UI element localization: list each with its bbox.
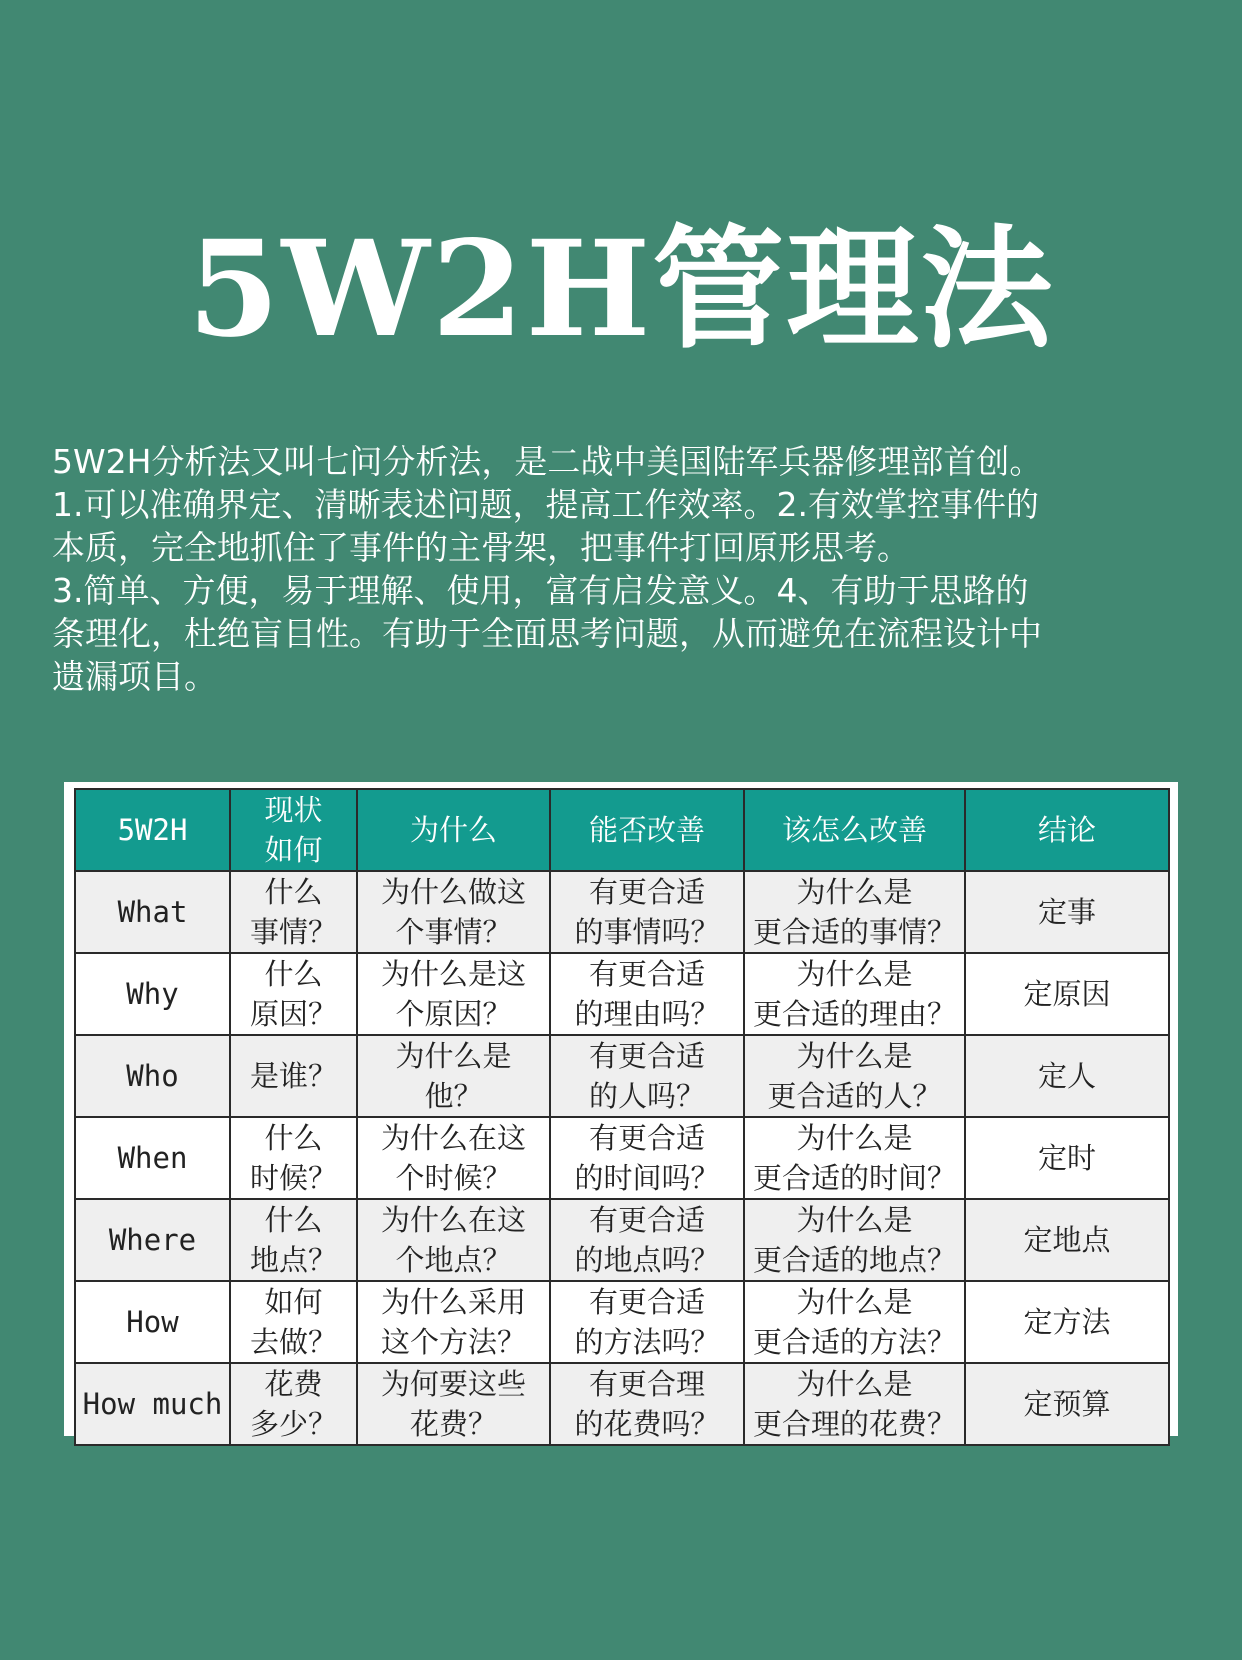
cell-text: 为什么是	[395, 1039, 512, 1073]
cell-text: What	[117, 895, 188, 929]
intro-line: 遗漏项目。	[52, 657, 217, 696]
table-cell	[357, 1363, 550, 1445]
cell-text: 更合适的理由？	[752, 997, 956, 1031]
cell-text: 个地点？	[395, 1243, 512, 1277]
table-cell	[230, 1363, 357, 1445]
header-text: 结论	[1037, 813, 1096, 847]
cell-text: 更合适的时间？	[752, 1161, 956, 1195]
5w2h-table	[74, 788, 1170, 1446]
table-cell	[744, 1199, 965, 1281]
cell-text: 为什么是	[796, 1121, 913, 1155]
row-key-cell	[75, 953, 230, 1035]
cell-text: Who	[126, 1059, 179, 1093]
cell-text: 什么	[264, 1121, 323, 1155]
row-key-cell	[75, 871, 230, 953]
cell-text: 的时间吗？	[574, 1161, 720, 1195]
table-cell	[230, 1035, 357, 1117]
cell-text: 更合理的花费？	[752, 1407, 956, 1441]
table-row	[75, 1199, 1169, 1281]
cell-text: 为何要这些	[380, 1367, 526, 1401]
cell-text: 更合适的人？	[767, 1079, 942, 1113]
cell-text: 定时	[1037, 1141, 1096, 1175]
cell-text: 为什么在这	[380, 1203, 526, 1237]
table-cell	[965, 871, 1169, 953]
table-cell	[230, 871, 357, 953]
header-text: 现状	[264, 793, 323, 827]
row-key-cell	[75, 1117, 230, 1199]
table-row	[75, 871, 1169, 953]
cell-text: 为什么是	[796, 957, 913, 991]
cell-text: 为什么是	[796, 875, 913, 909]
cell-text: 的理由吗？	[574, 997, 720, 1031]
cell-text: 事情？	[249, 915, 337, 949]
cell-text: How	[126, 1305, 179, 1339]
table-cell	[230, 953, 357, 1035]
table-cell	[965, 1281, 1169, 1363]
header-text: 为什么	[409, 813, 497, 847]
table-cell	[550, 871, 744, 953]
table-cell	[744, 871, 965, 953]
table-header-cell	[75, 789, 230, 871]
table-row	[75, 1363, 1169, 1445]
cell-text: 有更合适	[588, 1121, 705, 1155]
table-cell	[230, 1199, 357, 1281]
cell-text: 更合适的方法？	[752, 1325, 956, 1359]
cell-text: 时候？	[249, 1161, 337, 1195]
table-cell	[550, 1363, 744, 1445]
cell-text: 这个方法？	[380, 1325, 526, 1359]
cell-text: 有更合适	[588, 1039, 705, 1073]
cell-text: 什么	[264, 1203, 323, 1237]
cell-text: Why	[126, 977, 179, 1011]
cell-text: 为什么做这	[380, 875, 526, 909]
cell-text: 定预算	[1023, 1387, 1111, 1421]
table-cell	[550, 1281, 744, 1363]
intro-line: 3.简单、方便，易于理解、使用，富有启发意义。4、有助于思路的	[52, 571, 1029, 610]
cell-text: 他？	[424, 1079, 483, 1113]
table-cell	[357, 1117, 550, 1199]
intro-text	[52, 440, 1202, 698]
table-header-cell	[744, 789, 965, 871]
cell-text: 的方法吗？	[574, 1325, 720, 1359]
cell-text: 花费？	[409, 1407, 497, 1441]
cell-text: 个事情？	[395, 915, 512, 949]
intro-line: 条理化，杜绝盲目性。有助于全面思考问题，从而避免在流程设计中	[52, 614, 1042, 653]
table-cell	[550, 1199, 744, 1281]
cell-text: 有更合适	[588, 1203, 705, 1237]
header-text: 该怎么改善	[781, 813, 927, 847]
table-cell	[357, 953, 550, 1035]
cell-text: 为什么采用	[380, 1285, 526, 1319]
table-row	[75, 953, 1169, 1035]
table-cell	[550, 953, 744, 1035]
header-text: 5W2H	[117, 813, 188, 847]
table-cell	[965, 1199, 1169, 1281]
header-text: 如何	[264, 833, 323, 867]
cell-text: 为什么在这	[380, 1121, 526, 1155]
cell-text: 什么	[264, 957, 323, 991]
cell-text: 原因？	[249, 997, 337, 1031]
table-cell	[744, 953, 965, 1035]
cell-text: 定方法	[1023, 1305, 1111, 1339]
table-cell	[230, 1281, 357, 1363]
table-header-cell	[550, 789, 744, 871]
cell-text: When	[117, 1141, 188, 1175]
cell-text: 有更合适	[588, 1285, 705, 1319]
table-cell	[744, 1035, 965, 1117]
cell-text: 的人吗？	[588, 1079, 705, 1113]
table-cell	[744, 1363, 965, 1445]
cell-text: 有更合理	[588, 1367, 705, 1401]
table-body	[75, 871, 1169, 1445]
cell-text: 有更合适	[588, 957, 705, 991]
table-row	[75, 1035, 1169, 1117]
cell-text: 为什么是	[796, 1039, 913, 1073]
cell-text: 花费	[264, 1367, 323, 1401]
intro-line: 5W2H分析法又叫七问分析法，是二战中美国陆军兵器修理部首创。	[52, 442, 1043, 481]
cell-text: 如何	[264, 1285, 323, 1319]
table-row	[75, 1281, 1169, 1363]
table-cell	[965, 1117, 1169, 1199]
cell-text: 去做？	[249, 1325, 337, 1359]
table-header-row	[75, 789, 1169, 871]
cell-text: 更合适的地点？	[752, 1243, 956, 1277]
intro-line: 本质，完全地抓住了事件的主骨架，把事件打回原形思考。	[52, 528, 910, 567]
table-cell	[744, 1281, 965, 1363]
table-cell	[357, 1199, 550, 1281]
table-cell	[550, 1035, 744, 1117]
cell-text: 个原因？	[395, 997, 512, 1031]
row-key-cell	[75, 1199, 230, 1281]
cell-text: 定地点	[1023, 1223, 1111, 1257]
cell-text: 定事	[1037, 895, 1096, 929]
table-header-cell	[357, 789, 550, 871]
table-cell	[230, 1117, 357, 1199]
cell-text: 多少？	[249, 1407, 337, 1441]
cell-text: 定原因	[1023, 977, 1111, 1011]
cell-text: 为什么是这	[380, 957, 526, 991]
table-cell	[965, 953, 1169, 1035]
table-cell	[965, 1035, 1169, 1117]
cell-text: 个时候？	[395, 1161, 512, 1195]
intro-line: 1.可以准确界定、清晰表述问题，提高工作效率。2.有效掌控事件的	[52, 485, 1039, 524]
cell-text: 的花费吗？	[574, 1407, 720, 1441]
cell-text: 为什么是	[796, 1285, 913, 1319]
table-cell	[357, 1035, 550, 1117]
cell-text: 地点？	[249, 1243, 337, 1277]
cell-text: 的事情吗？	[574, 915, 720, 949]
table-cell	[357, 1281, 550, 1363]
cell-text: Where	[108, 1223, 197, 1257]
table-cell	[550, 1117, 744, 1199]
row-key-cell	[75, 1363, 230, 1445]
cell-text: 是谁？	[249, 1059, 337, 1093]
table-header-cell	[965, 789, 1169, 871]
table-cell	[744, 1117, 965, 1199]
header-text: 能否改善	[588, 813, 705, 847]
cell-text: How much	[82, 1387, 223, 1421]
table-cell	[965, 1363, 1169, 1445]
cell-text: 什么	[264, 875, 323, 909]
row-key-cell	[75, 1035, 230, 1117]
cell-text: 更合适的事情？	[752, 915, 956, 949]
cell-text: 的地点吗？	[574, 1243, 720, 1277]
cell-text: 为什么是	[796, 1203, 913, 1237]
page-title: 5W2H管理法	[187, 212, 1055, 367]
cell-text: 定人	[1037, 1059, 1096, 1093]
cell-text: 为什么是	[796, 1367, 913, 1401]
cell-text: 有更合适	[588, 875, 705, 909]
table-cell	[357, 871, 550, 953]
row-key-cell	[75, 1281, 230, 1363]
table-header-cell	[230, 789, 357, 871]
table-row	[75, 1117, 1169, 1199]
